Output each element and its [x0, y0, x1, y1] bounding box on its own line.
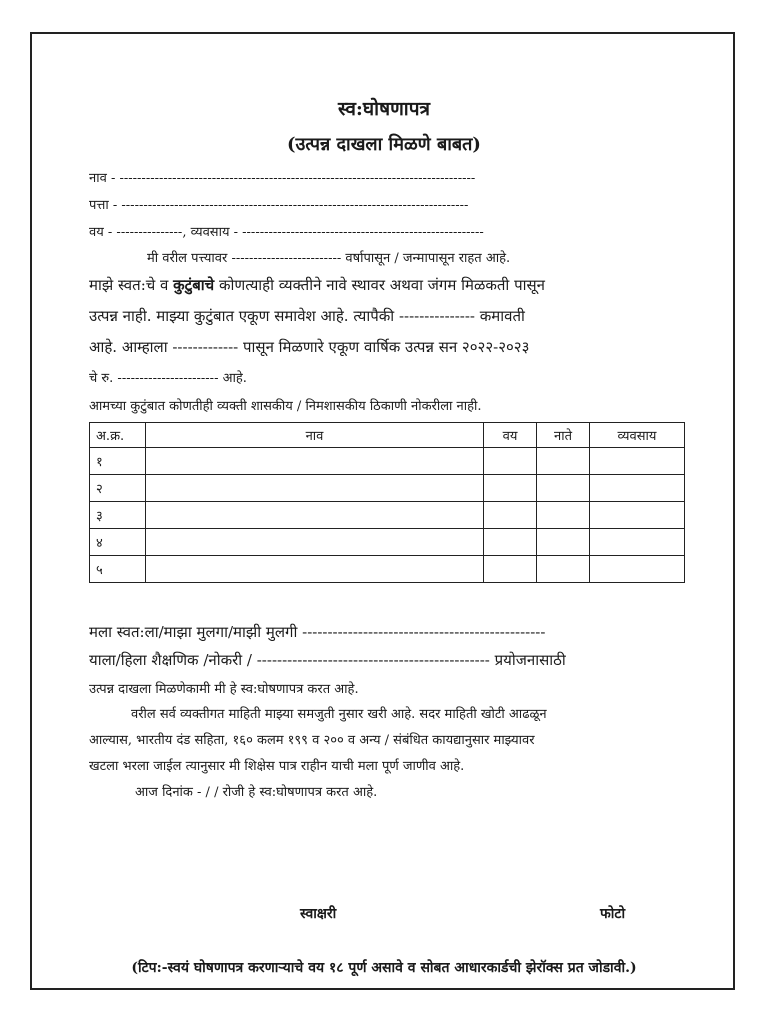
family-members-table: [89, 422, 685, 583]
property-line-post: कोणत्याही व्यक्तीने नावे स्थावर अथवा जंगम मिळकती पासून: [214, 276, 545, 294]
row-relation-cell: [537, 502, 590, 529]
declaration-line-1: वरील सर्व व्यक्तीगत माहिती माझ्या समजुती नुसार खरी आहे. सदर माहिती खोटी आढळून: [131, 707, 547, 722]
table-row: [90, 529, 685, 556]
row-name-cell: [146, 556, 484, 583]
residence-line: मी वरील पत्त्यावर ------------------------- वर्षापासून / जन्मापासून राहत आहे.: [147, 251, 511, 266]
photo-label: फोटो: [600, 906, 626, 922]
row-age-cell: [484, 475, 537, 502]
row-occupation-cell: [590, 475, 685, 502]
document-title: स्व:घोषणापत्र: [337, 98, 431, 120]
purpose-line-1: मला स्वत:ला/माझा मुलगा/माझी मुलगी ------------------------------------------------: [89, 623, 546, 641]
name-field: नाव - ---------------------------------------------------------------------------------: [89, 171, 476, 186]
document-subtitle: (उत्पन्न दाखला मिळणे बाबत): [287, 134, 481, 155]
date-line: आज दिनांक - / / रोजी हे स्व:घोषणापत्र करत आहे.: [135, 785, 378, 800]
table-row: [90, 556, 685, 583]
row-age-cell: [484, 529, 537, 556]
header-occupation: व्यवसाय: [590, 423, 685, 448]
purpose-line-2: याला/हिला शैक्षणिक /नोकरी / ---------------------------------------------- प्रयोजनासाठी: [89, 651, 566, 669]
property-line-bold: कुटुंबाचे: [173, 276, 215, 294]
row-serial: ३: [90, 502, 146, 529]
income-line-3: चे रु. ----------------------- आहे.: [89, 371, 247, 386]
row-relation-cell: [537, 529, 590, 556]
row-serial: २: [90, 475, 146, 502]
row-serial: १: [90, 448, 146, 475]
property-line-pre: माझे स्वत:चे व: [89, 276, 174, 294]
row-age-cell: [484, 448, 537, 475]
header-name: नाव: [146, 423, 484, 448]
row-name-cell: [146, 502, 484, 529]
row-relation-cell: [537, 448, 590, 475]
header-relation: नाते: [537, 423, 590, 448]
header-age: वय: [484, 423, 537, 448]
declaration-line-2: आल्यास, भारतीय दंड सहिता, १६० कलम १९९ व २०० व अन्य / संबंधित कायद्यानुसार माझ्यावर: [89, 733, 535, 748]
row-serial: ५: [90, 556, 146, 583]
row-occupation-cell: [590, 448, 685, 475]
row-occupation-cell: [590, 556, 685, 583]
declaration-line-3: खटला भरला जाईल त्यानुसार मी शिक्षेस पात्र राहीन याची मला पूर्ण जाणीव आहे.: [89, 759, 465, 774]
footer-note: (टिप:-स्वयं घोषणापत्र करणाऱ्याचे वय १८ पूर्ण असावे व सोबत आधारकार्डची झेरॉक्स प्रत जोडावी.): [131, 960, 637, 976]
row-occupation-cell: [590, 529, 685, 556]
household-note: आमच्या कुटुंबात कोणतीही व्यक्ती शासकीय / निमशासकीय ठिकाणी नोकरीला नाही.: [89, 399, 482, 414]
row-name-cell: [146, 529, 484, 556]
signature-label: स्वाक्षरी: [300, 906, 337, 922]
row-relation-cell: [537, 556, 590, 583]
income-line-1: उत्पन्न नाही. माझ्या कुटुंबात एकूण समावेश आहे. त्यापैकी --------------- कमावती: [89, 307, 525, 325]
row-name-cell: [146, 448, 484, 475]
header-serial: अ.क्र.: [90, 423, 146, 448]
table-header-row: [90, 423, 685, 448]
row-age-cell: [484, 556, 537, 583]
row-occupation-cell: [590, 502, 685, 529]
table-row: [90, 448, 685, 475]
row-name-cell: [146, 475, 484, 502]
age-occupation-field: वय - ---------------, व्यवसाय - -------------------------------------------------------: [89, 225, 484, 240]
row-serial: ४: [90, 529, 146, 556]
table-row: [90, 475, 685, 502]
property-line: [89, 275, 545, 295]
table-row: [90, 502, 685, 529]
address-field: पत्ता - -------------------------------------------------------------------------------: [89, 198, 469, 213]
row-age-cell: [484, 502, 537, 529]
purpose-line-3: उत्पन्न दाखला मिळणेकामी मी हे स्व:घोषणापत्र करत आहे.: [89, 682, 359, 697]
row-relation-cell: [537, 475, 590, 502]
income-line-2: आहे. आम्हाला ------------- पासून मिळणारे एकूण वार्षिक उत्पन्न सन २०२२-२०२३: [89, 338, 530, 356]
